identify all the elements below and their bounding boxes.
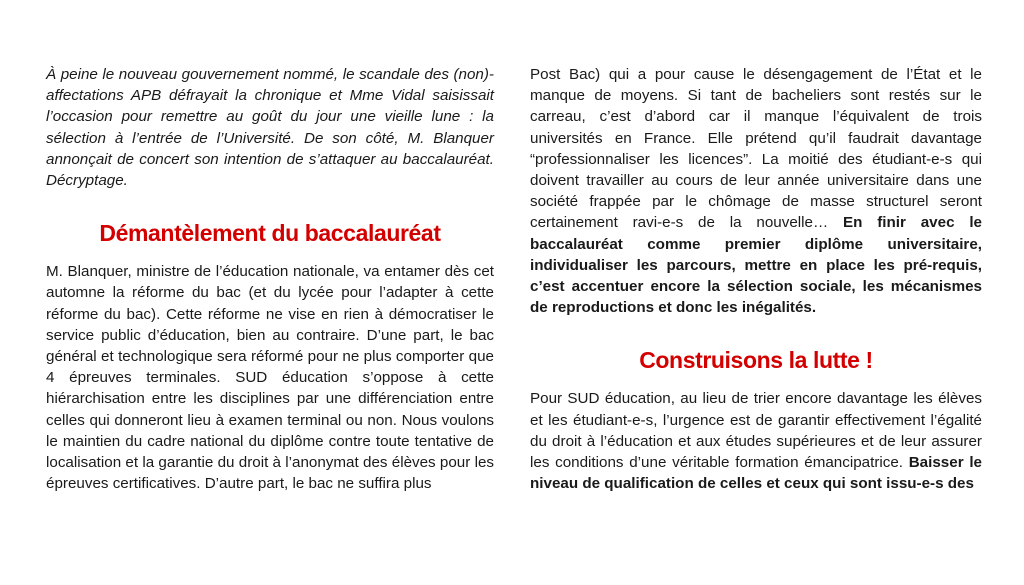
- continued-text: Post Bac) qui a pour cause le désengagement de l’État et le manque de moyens. Si tant de bacheliers sont restés sur le carreau, c’est d’abord car il manque l’équivalent de trois universités en France. Elle prétend qu’il faudrait davantage “professionnaliser les licences”. La moitié des étudiant-e-s qui doivent travailler au cours de leur année universitaire dans une société frappée par le chômage de masse structurel seront certainement ravi-e-s de la nouvelle…: [530, 66, 982, 232]
- left-column: [46, 64, 494, 494]
- lutte-text: Pour SUD éducation, au lieu de trier encore davantage les élèves et les étudiant-e-s, l’urgence est de garantir effectivement l’égalité du droit à l’éducation et aux études supérieures et de leur assurer les conditions d’une véritable formation émancipatrice.: [530, 390, 982, 472]
- intro-paragraph: À peine le nouveau gouvernement nommé, le scandale des (non)-affectations APB défrayait la chronique et Mme Vidal saisissait l’occasion pour remettre au goût du jour une vieille lune : la sélection à l’entrée de l’Université. De son côté, M. Blanquer annonçait de concert son intention de s’attaquer au baccalauréat. Décryptage.: [46, 66, 494, 190]
- section-heading-bac: Démantèlement du baccalauréat: [99, 220, 441, 247]
- body-paragraph-lutte: [530, 388, 982, 494]
- right-column: [530, 64, 982, 494]
- section-heading-lutte: Construisons la lutte !: [639, 347, 873, 374]
- body-paragraph-continued: [530, 64, 982, 318]
- body-paragraph-bac: M. Blanquer, ministre de l’éducation nationale, va entamer dès cet automne la réforme du bac (et du lycée pour l’adapter à cette réforme du bac). Cette réforme ne vise en rien à démocratiser le service public d’éducation, bien au contraire. D’une part, le bac général et technologique sera réformé pour ne plus comporter que 4 épreuves terminales. SUD éducation s’oppose à cette hiérarchisation entre les disciplines par une différenciation entre celles qui donneront lieu à examen terminal ou non. Nous voulons le maintien du cadre national du diplôme contre toute tentative de localisation et la garantie du droit à l’anonymat des élèves pour les épreuves certificatives. D’autre part, le bac ne suffira plus: [46, 263, 494, 493]
- lutte-bold-text: Baisser le niveau de qualification de celles et ceux qui sont issu-e-s des: [530, 454, 982, 493]
- continued-bold-text: En finir avec le baccalauréat comme premier diplôme universitaire, individualiser les parcours, mettre en place les pré-requis, c’est accentuer encore la sélection sociale, les mécanismes de reproductions et donc les inégalités.: [530, 214, 983, 317]
